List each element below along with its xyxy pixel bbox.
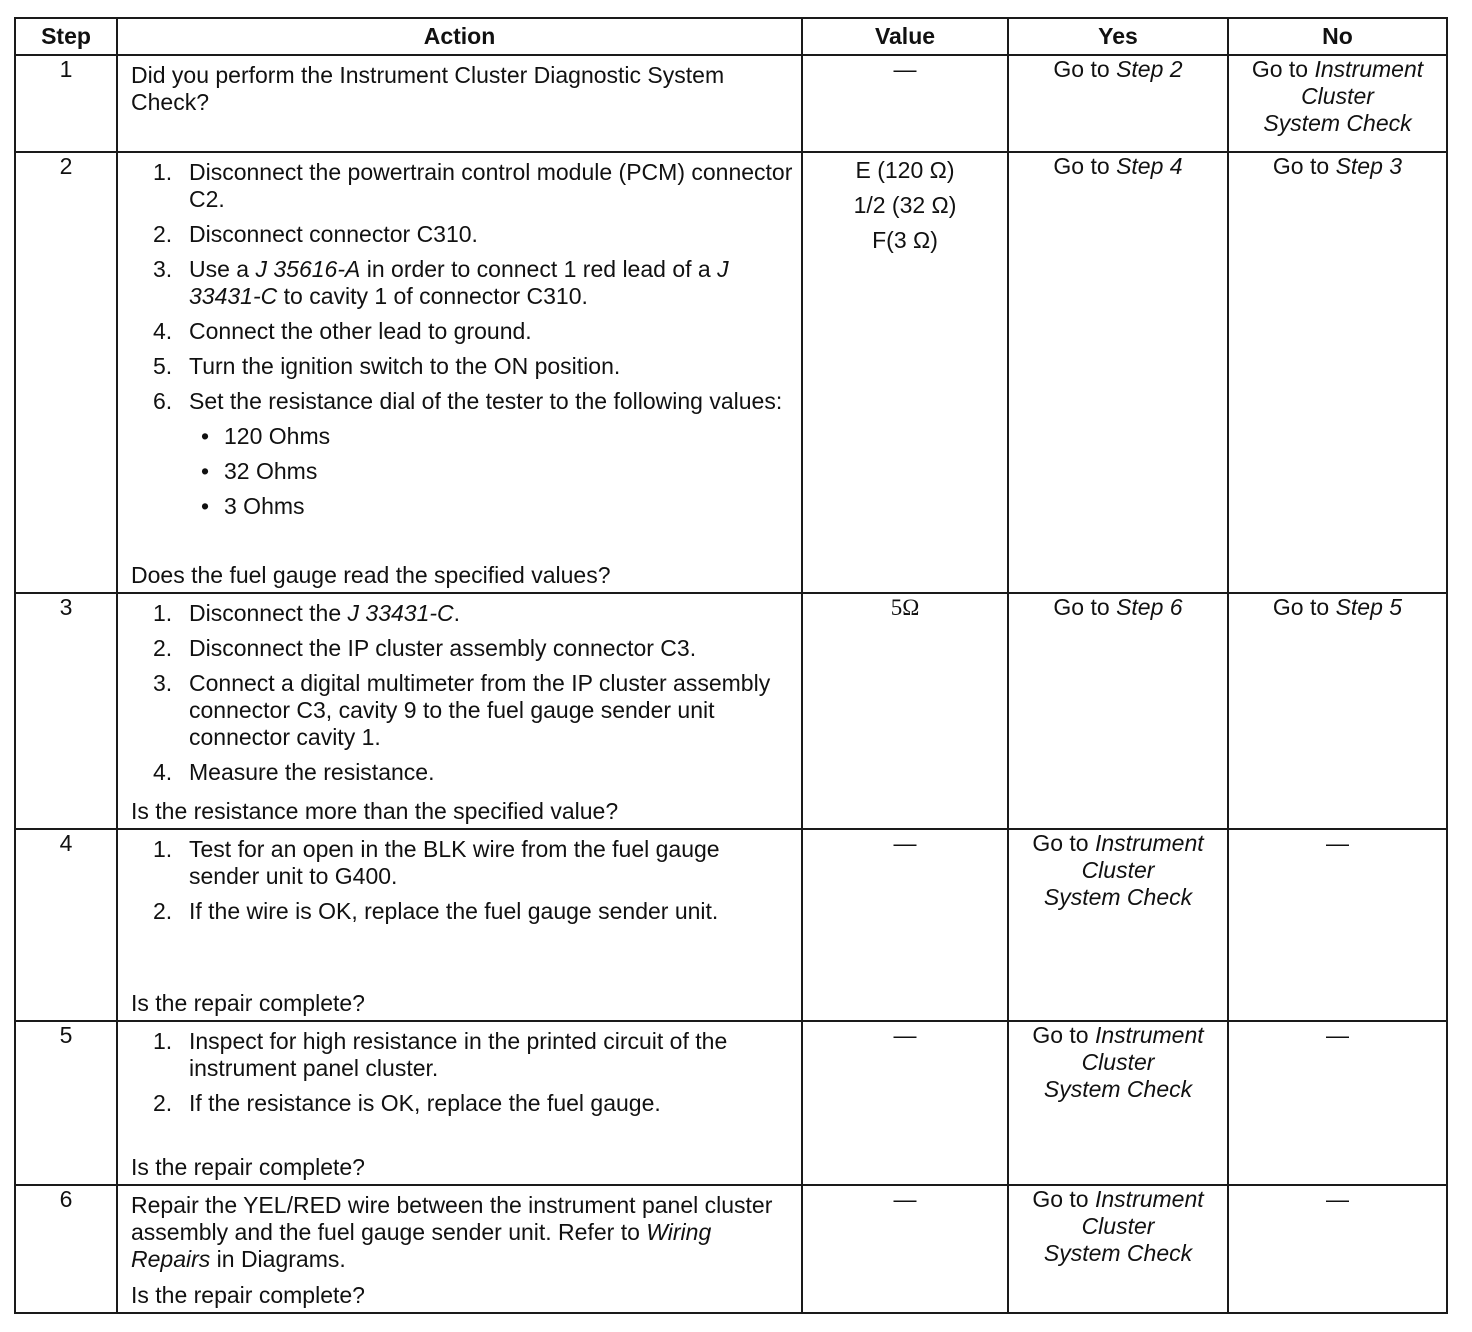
no-cell[interactable]: Go to Instrument Cluster System Check [1228, 55, 1447, 152]
yes-cell[interactable]: Go to Step 4 [1008, 152, 1228, 593]
value-cell: — [802, 1021, 1008, 1185]
header-step: Step [15, 18, 117, 55]
list-item: 1. Test for an open in the BLK wire from the fuel gauge sender unit to G400. [153, 836, 720, 889]
yes-cell[interactable]: Go to Instrument Cluster System Check [1008, 1021, 1228, 1185]
list-item: • 120 Ohms [201, 423, 331, 449]
no-cell: — [1228, 829, 1447, 1021]
header-value: Value [802, 18, 1008, 55]
list-item: 2. If the wire is OK, replace the fuel gauge sender unit. [153, 898, 719, 924]
value-cell: — [802, 829, 1008, 1021]
action-cell [117, 152, 802, 593]
list-item: • 3 Ohms [201, 493, 305, 519]
action-cell [117, 55, 802, 152]
list-item: 6. Set the resistance dial of the tester to the following values: [153, 388, 783, 414]
action-list [131, 1028, 793, 1117]
list-item: 3. Use a J 35616-A in order to connect 1 red lead of a J 33431-C to cavity 1 of connector C310. [153, 256, 729, 309]
step-number: 3 [15, 593, 117, 829]
list-item: 2. Disconnect the IP cluster assembly connector C3. [153, 635, 697, 661]
table-row [15, 829, 1447, 1021]
step-number: 4 [15, 829, 117, 1021]
no-cell[interactable]: Go to Step 3 [1228, 152, 1447, 593]
list-item: 1. Disconnect the powertrain control module (PCM) connector C2. [153, 159, 793, 212]
action-list [131, 600, 793, 786]
value-cell: 5Ω [802, 593, 1008, 829]
header-action: Action [117, 18, 802, 55]
diagnostic-table [14, 17, 1448, 1314]
header-no: No [1228, 18, 1447, 55]
step-number: 6 [15, 1185, 117, 1313]
action-cell [117, 829, 802, 1021]
header-yes: Yes [1008, 18, 1228, 55]
step-link[interactable]: Step 5 [1335, 594, 1403, 620]
question-text: Is the resistance more than the specified value? [131, 798, 619, 824]
action-text: Repair the YEL/RED wire between the instrument panel cluster assembly and the fuel gauge sender unit. Refer to Wiring Repairs in Diagrams. [131, 1192, 773, 1272]
question-text: Does the fuel gauge read the specified values? [131, 562, 611, 588]
list-item: 2. If the resistance is OK, replace the fuel gauge. [153, 1090, 661, 1116]
value-cell: E (120 Ω) 1/2 (32 Ω) F(3 Ω) [802, 152, 1008, 593]
list-item: 3. Connect a digital multimeter from the IP cluster assembly connector C3, cavity 9 to the fuel gauge sender unit connector cavity 1. [153, 670, 771, 750]
list-item: • 32 Ohms [201, 458, 318, 484]
list-item: 4. Connect the other lead to ground. [153, 318, 532, 344]
step-link[interactable]: Step 4 [1116, 153, 1183, 179]
step-link[interactable]: Step 2 [1116, 56, 1183, 82]
action-text: Did you perform the Instrument Cluster Diagnostic System Check? [131, 62, 725, 115]
action-cell [117, 1021, 802, 1185]
value-cell: — [802, 55, 1008, 152]
table-row [15, 152, 1447, 593]
value-cell: — [802, 1185, 1008, 1313]
table-row [15, 593, 1447, 829]
step-link[interactable]: Step 3 [1335, 153, 1403, 179]
list-item: 5. Turn the ignition switch to the ON position. [153, 353, 621, 379]
list-item: 2. Disconnect connector C310. [153, 221, 478, 247]
table-row [15, 1021, 1447, 1185]
list-item: 1. Disconnect the J 33431-C. [153, 600, 461, 626]
yes-cell[interactable]: Go to Instrument Cluster System Check [1008, 829, 1228, 1021]
step-number: 1 [15, 55, 117, 152]
table-row [15, 1185, 1447, 1313]
action-list [131, 836, 793, 925]
system-check-link[interactable]: Instrument [1095, 1186, 1204, 1212]
question-text: Is the repair complete? [131, 1154, 365, 1180]
header-row [15, 18, 1447, 55]
wiring-repairs-link[interactable]: Wiring Repairs [131, 1219, 712, 1272]
step-number: 2 [15, 152, 117, 593]
system-check-link[interactable]: Instrument [1095, 830, 1204, 856]
no-cell: — [1228, 1185, 1447, 1313]
list-item: 1. Inspect for high resistance in the printed circuit of the instrument panel cluster. [153, 1028, 728, 1081]
action-list [131, 159, 793, 415]
action-cell [117, 1185, 802, 1313]
question-text: Is the repair complete? [131, 990, 365, 1016]
table-row [15, 55, 1447, 152]
system-check-link[interactable]: Instrument [1314, 56, 1424, 82]
yes-cell[interactable]: Go to Step 6 [1008, 593, 1228, 829]
no-cell[interactable]: Go to Step 5 [1228, 593, 1447, 829]
action-cell [117, 593, 802, 829]
step-number: 5 [15, 1021, 117, 1185]
list-item: 4. Measure the resistance. [153, 759, 435, 785]
step-link[interactable]: Step 6 [1116, 594, 1183, 620]
yes-cell[interactable]: Go to Instrument Cluster System Check [1008, 1185, 1228, 1313]
question-text: Is the repair complete? [131, 1282, 365, 1308]
sub-list [131, 423, 793, 520]
yes-cell[interactable]: Go to Step 2 [1008, 55, 1228, 152]
system-check-link[interactable]: Instrument [1095, 1022, 1204, 1048]
no-cell: — [1228, 1021, 1447, 1185]
